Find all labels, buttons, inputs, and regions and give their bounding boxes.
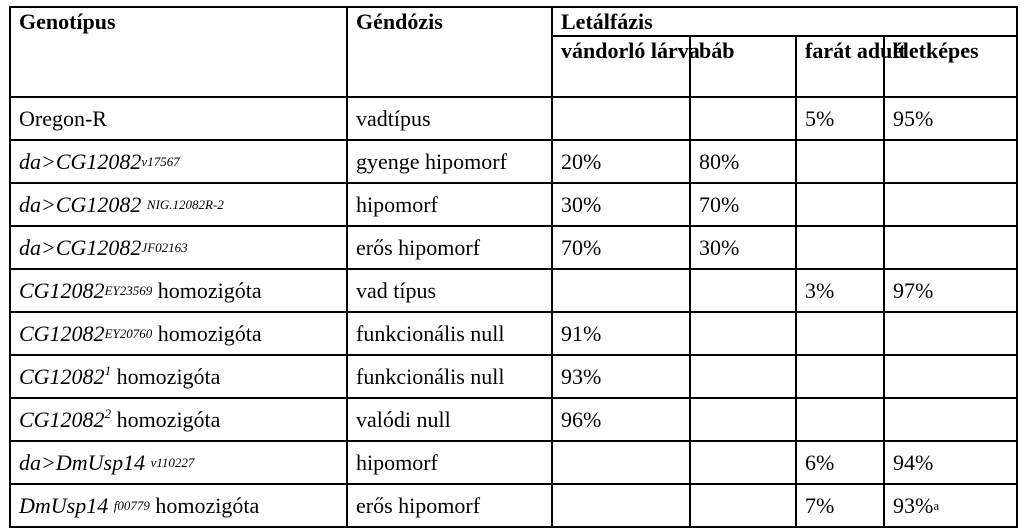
gene-dose-cell: funkcionális null	[347, 312, 552, 355]
pupa-cell	[690, 312, 796, 355]
percentage-value: 95%	[893, 106, 934, 131]
pharate-adult-cell	[796, 226, 884, 269]
genotype-suffix: homozigóta	[111, 407, 221, 432]
genotype-cell	[10, 140, 347, 183]
wandering-larva-cell	[552, 269, 690, 312]
viable-cell	[884, 140, 1017, 183]
percentage-value: 20%	[561, 149, 602, 174]
genotype-suffix: homozigóta	[149, 493, 260, 518]
pharate-adult-cell	[796, 140, 884, 183]
percentage-value: 94%	[893, 450, 934, 475]
genotype-allele-superscript: v110227	[150, 455, 195, 470]
header-pharate-adult: farát adult	[796, 36, 884, 97]
genotype-suffix: homozigóta	[111, 364, 221, 389]
genotype-allele-superscript: 1	[104, 363, 112, 378]
pupa-cell	[690, 226, 796, 269]
table-body	[10, 97, 1017, 527]
percentage-value: 5%	[805, 106, 835, 131]
viable-cell	[884, 97, 1017, 140]
pharate-adult-cell	[796, 398, 884, 441]
pupa-cell	[690, 484, 796, 527]
table-row	[10, 484, 1017, 527]
header-wandering-larva: vándorló lárva	[552, 36, 690, 97]
percentage-value: 93%	[561, 364, 602, 389]
viable-cell	[884, 183, 1017, 226]
gene-dose-cell: hipomorf	[347, 183, 552, 226]
wandering-larva-cell	[552, 226, 690, 269]
pupa-cell	[690, 441, 796, 484]
percentage-value: 30%	[561, 192, 602, 217]
header-lethal-phase: Letálfázis	[552, 7, 1017, 36]
genotype-allele-superscript: v17567	[141, 154, 180, 169]
gene-dose-cell: gyenge hipomorf	[347, 140, 552, 183]
pupa-cell	[690, 97, 796, 140]
percentage-value: 80%	[699, 149, 740, 174]
wandering-larva-cell	[552, 183, 690, 226]
genotype-allele-superscript: NIG.12082R-2	[146, 197, 224, 212]
gene-dose-cell: erős hipomorf	[347, 484, 552, 527]
percentage-value: 3%	[805, 278, 835, 303]
pupa-cell	[690, 355, 796, 398]
table-row	[10, 355, 1017, 398]
gene-dose-cell: valódi null	[347, 398, 552, 441]
wandering-larva-cell	[552, 441, 690, 484]
genotype-name: CG12082	[19, 364, 105, 389]
percentage-value: 70%	[561, 235, 602, 260]
percentage-value: 70%	[699, 192, 740, 217]
genotype-name: da>DmUsp14	[19, 450, 151, 475]
genotype-cell	[10, 97, 347, 140]
percentage-value: 30%	[699, 235, 740, 260]
table-row	[10, 398, 1017, 441]
viable-cell	[884, 441, 1017, 484]
genotype-allele-superscript: f00779	[113, 498, 150, 513]
gene-dose-cell: hipomorf	[347, 441, 552, 484]
gene-dose-cell: vad típus	[347, 269, 552, 312]
header-gene-dose: Géndózis	[347, 7, 552, 97]
genotype-cell	[10, 269, 347, 312]
genotype-cell	[10, 441, 347, 484]
pupa-cell	[690, 398, 796, 441]
genotype-name: CG12082	[19, 321, 105, 346]
pupa-cell	[690, 269, 796, 312]
lethal-phase-table	[9, 6, 1018, 528]
table-row	[10, 269, 1017, 312]
wandering-larva-cell	[552, 355, 690, 398]
genotype-cell	[10, 355, 347, 398]
genotype-allele-superscript: EY20760	[104, 326, 153, 341]
gene-dose-cell: erős hipomorf	[347, 226, 552, 269]
pharate-adult-cell	[796, 355, 884, 398]
pharate-adult-cell	[796, 269, 884, 312]
genotype-allele-superscript: JF02163	[141, 240, 188, 255]
table-row	[10, 140, 1017, 183]
table-row	[10, 226, 1017, 269]
pharate-adult-cell	[796, 97, 884, 140]
genotype-name: DmUsp14	[19, 493, 114, 518]
header-genotype: Genotípus	[10, 7, 347, 97]
genotype-name: CG12082	[19, 278, 105, 303]
viable-cell	[884, 312, 1017, 355]
pharate-adult-cell	[796, 441, 884, 484]
pharate-adult-cell	[796, 312, 884, 355]
table-row	[10, 97, 1017, 140]
table-row	[10, 441, 1017, 484]
gene-dose-cell: vadtípus	[347, 97, 552, 140]
percentage-value: 96%	[561, 407, 602, 432]
percentage-value: 91%	[561, 321, 602, 346]
pharate-adult-cell	[796, 484, 884, 527]
genotype-cell	[10, 484, 347, 527]
wandering-larva-cell	[552, 312, 690, 355]
pharate-adult-cell	[796, 183, 884, 226]
percentage-value: 97%	[893, 278, 934, 303]
genotype-cell	[10, 183, 347, 226]
viable-cell	[884, 269, 1017, 312]
genotype-suffix: homozigóta	[152, 278, 262, 303]
percentage-value: 93%	[893, 493, 934, 518]
table-row	[10, 183, 1017, 226]
wandering-larva-cell	[552, 97, 690, 140]
genotype-cell	[10, 398, 347, 441]
footnote-marker: a	[933, 498, 940, 513]
genotype-name: Oregon-R	[19, 106, 107, 131]
pupa-cell	[690, 140, 796, 183]
genotype-suffix: homozigóta	[152, 321, 262, 346]
genotype-name: da>CG12082	[19, 192, 147, 217]
viable-cell	[884, 484, 1017, 527]
genotype-name: da>CG12082	[19, 149, 142, 174]
wandering-larva-cell	[552, 398, 690, 441]
percentage-value: 6%	[805, 450, 835, 475]
header-viable: életképes	[884, 36, 1017, 97]
genotype-cell	[10, 226, 347, 269]
wandering-larva-cell	[552, 140, 690, 183]
genotype-cell	[10, 312, 347, 355]
genotype-allele-superscript: 2	[104, 406, 112, 421]
header-pupa: báb	[690, 36, 796, 97]
wandering-larva-cell	[552, 484, 690, 527]
pupa-cell	[690, 183, 796, 226]
table-row	[10, 312, 1017, 355]
genotype-name: CG12082	[19, 407, 105, 432]
percentage-value: 7%	[805, 493, 835, 518]
genotype-name: da>CG12082	[19, 235, 142, 260]
viable-cell	[884, 226, 1017, 269]
viable-cell	[884, 398, 1017, 441]
genotype-allele-superscript: EY23569	[104, 283, 153, 298]
viable-cell	[884, 355, 1017, 398]
gene-dose-cell: funkcionális null	[347, 355, 552, 398]
